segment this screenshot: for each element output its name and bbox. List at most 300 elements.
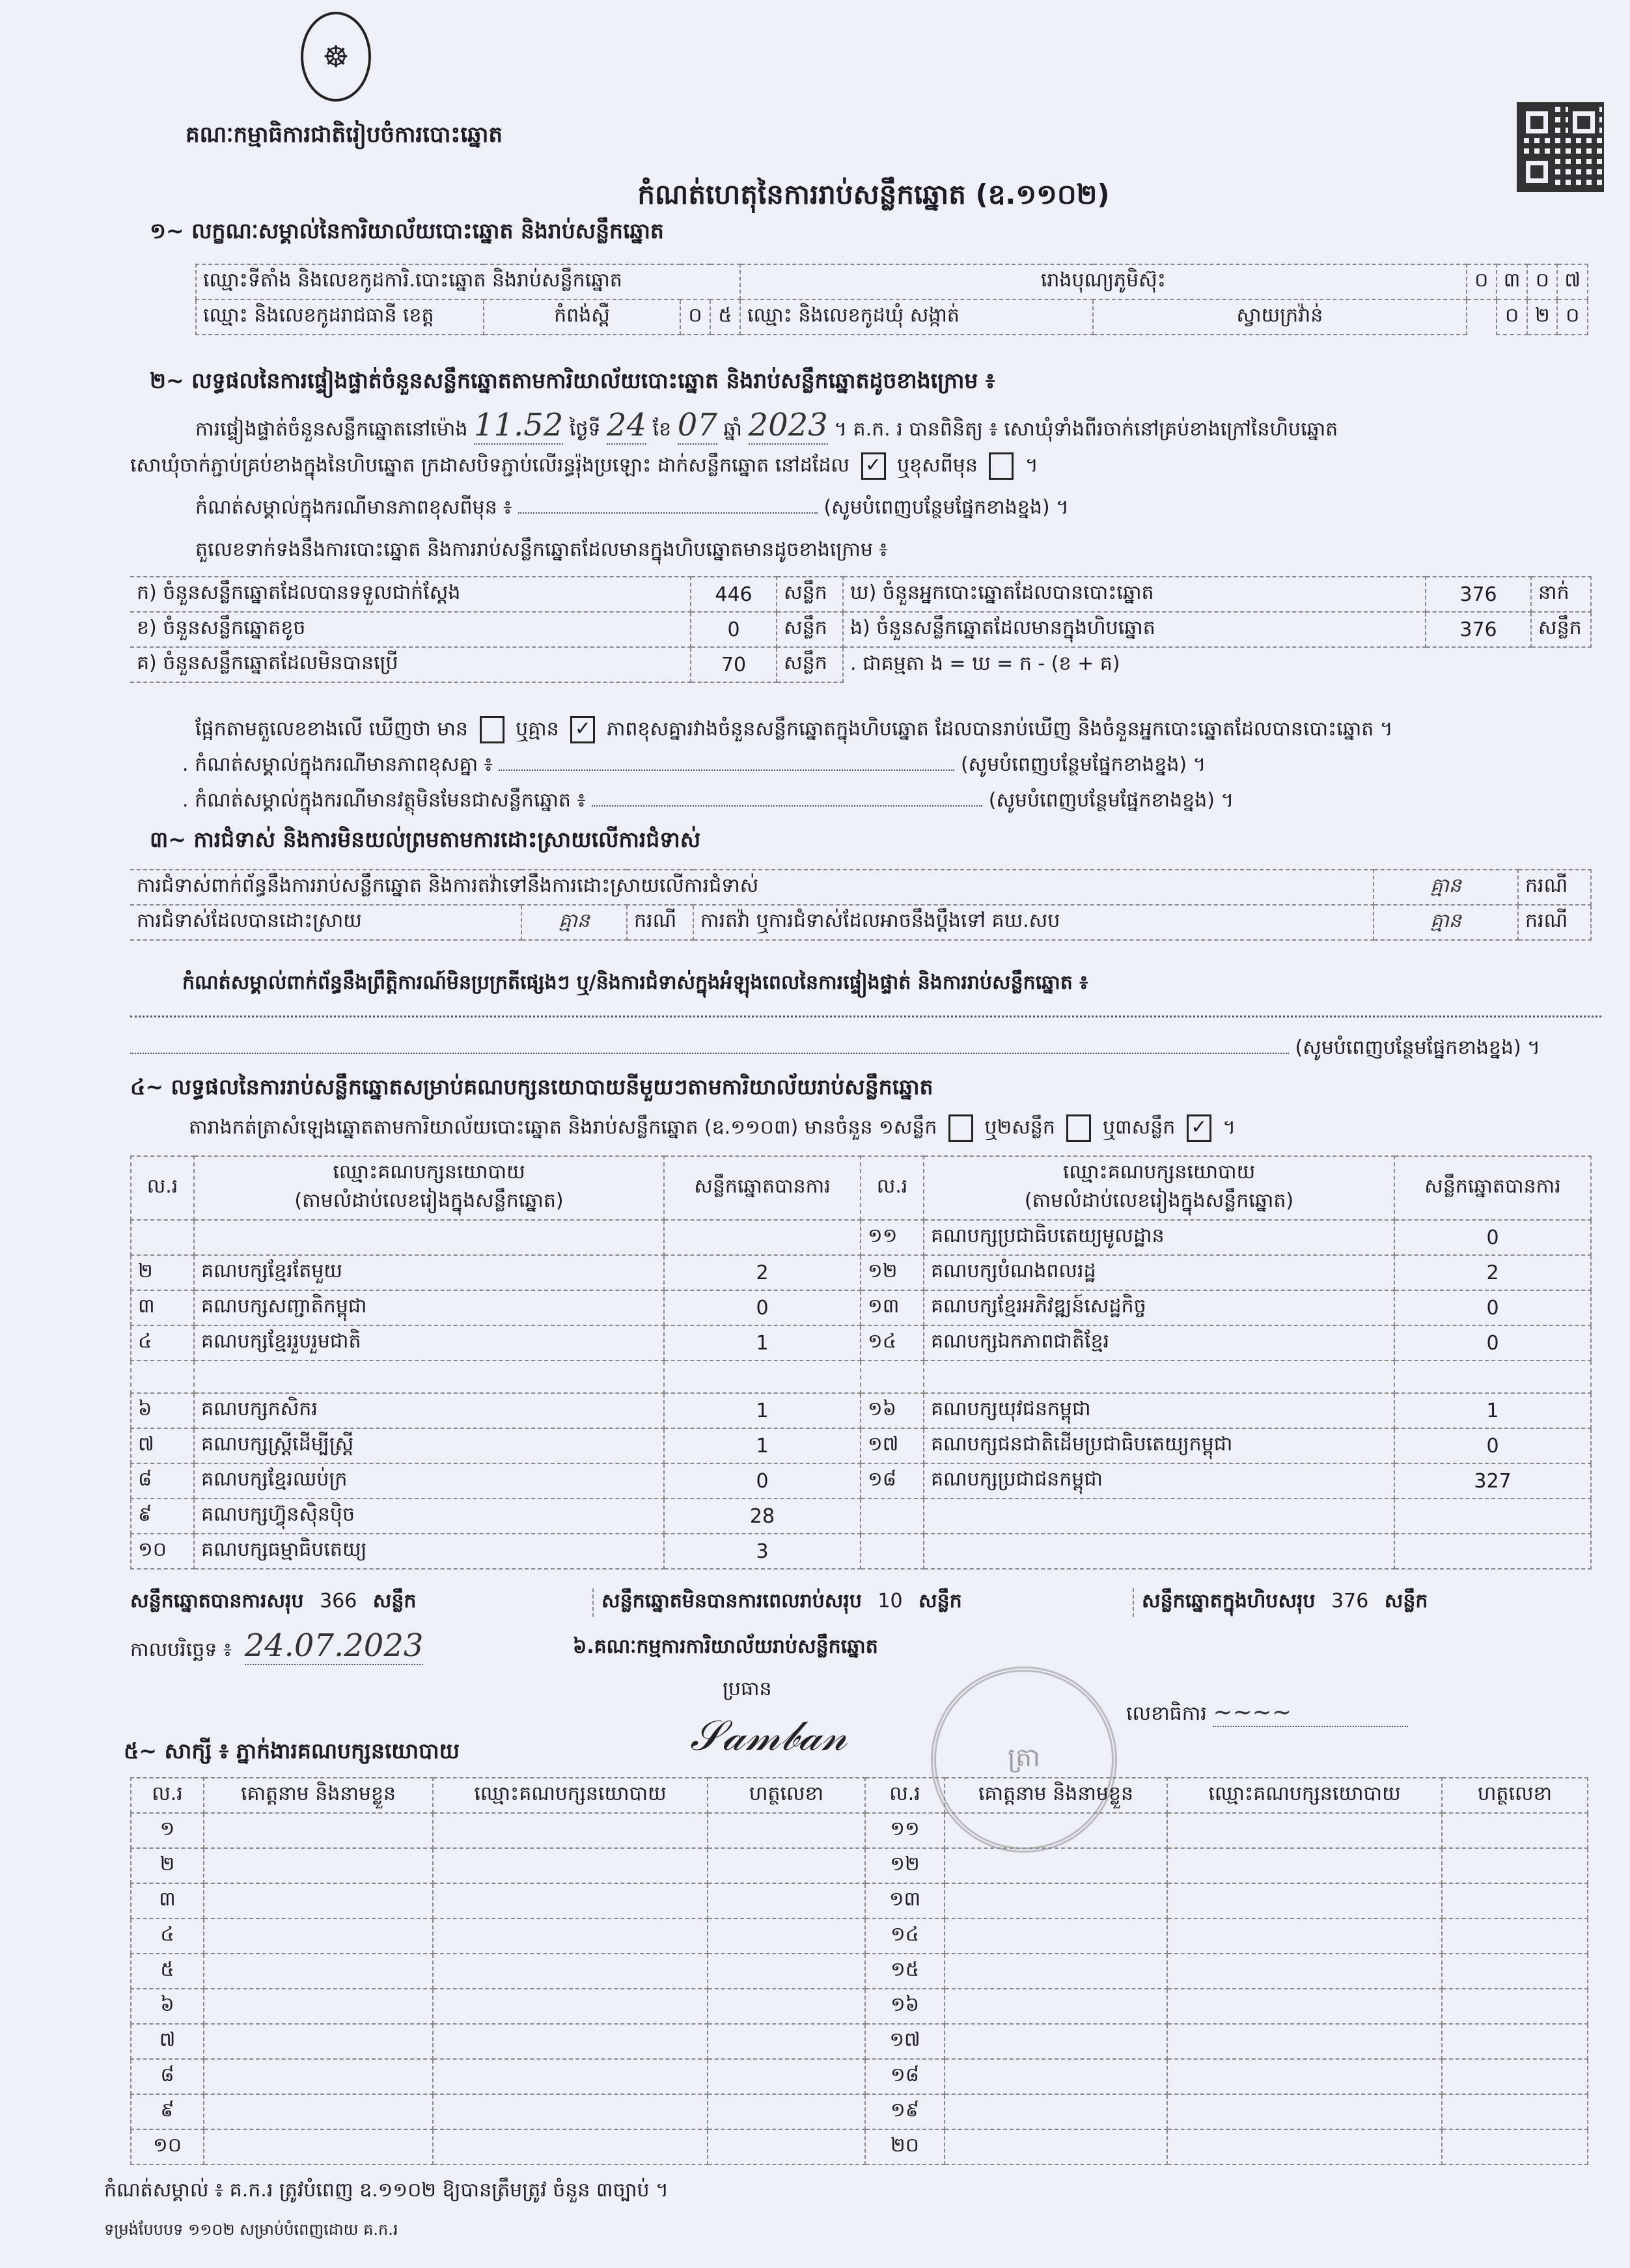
count-label: ឃ) ចំនួនអ្នកបោះឆ្នោតដែលបានបោះឆ្នោត [843, 577, 1426, 612]
witness-number: ៦ [131, 1989, 204, 2024]
witness-signature-field[interactable] [708, 2129, 865, 2164]
results-row [131, 1499, 1591, 1534]
witness-signature-field[interactable] [1442, 1813, 1588, 1848]
fill-hint: (សូមបំពេញបន្ថែមផ្នែកខាងខ្នង) ។ [960, 753, 1206, 776]
count-value: 376 [1426, 577, 1531, 612]
party-name: គណបក្សប្រជាធិបតេយ្យមូលដ្ឋាន [924, 1220, 1394, 1255]
party-name: គណបក្សហ៊្វុនស៊ិនប៉ិច [194, 1499, 664, 1534]
note-invalid-field[interactable] [592, 805, 982, 807]
witness-number: ២ [131, 1848, 204, 1883]
col-no-header: ល.រ [861, 1156, 924, 1220]
diff-note-label: កំណត់សម្គាល់ក្នុងករណីមានភាពខុសពីមុន ៖ [195, 496, 512, 519]
broken-label: ឬខុសពីមុន [897, 454, 978, 477]
witness-number: ២០ [865, 2129, 945, 2164]
witness-name-field[interactable] [945, 2094, 1167, 2129]
witness-number: ១២ [865, 1848, 945, 1883]
party-number: ៤ [131, 1325, 194, 1361]
no-diff-checkbox[interactable]: ✓ [570, 716, 595, 743]
witness-col-header: ឈ្មោះគណបក្សនយោបាយ [433, 1778, 708, 1813]
complaint-value[interactable]: គ្មាន [521, 905, 627, 940]
fill-hint: (សូមបំពេញបន្ថែមផ្នែកខាងខ្នង) ។ [823, 496, 1069, 519]
party-number: ៦ [131, 1393, 194, 1428]
witness-party-field[interactable] [1167, 1989, 1442, 2024]
witness-signature-field[interactable] [1442, 1883, 1588, 1918]
box-total [1133, 1588, 1428, 1617]
party-votes: 2 [1394, 1255, 1591, 1290]
secretary-line [1126, 1699, 1408, 1730]
station-label: ឈ្មោះទីតាំង និងលេខកូដការិ.បោះឆ្នោត និងរាប់សន្លឹកឆ្នោត [196, 264, 740, 299]
witness-signature-field[interactable] [1442, 1848, 1588, 1883]
count-value: 70 [691, 647, 777, 682]
verify-month-field[interactable]: 07 [677, 407, 717, 443]
stamp-label: ត្រា [1008, 1742, 1040, 1773]
witness-party-field[interactable] [1167, 2094, 1442, 2129]
complaint-value[interactable]: គ្មាន [1374, 905, 1518, 940]
witness-signature-field[interactable] [1442, 2024, 1588, 2059]
box-total-label: សន្លឹកឆ្នោតក្នុងហិបសរុប [1142, 1590, 1316, 1612]
results-row [131, 1255, 1591, 1290]
results-row [131, 1361, 1591, 1393]
party-number: ៣ [131, 1290, 194, 1325]
note-diff-label: . កំណត់សម្គាល់ក្នុងករណីមានភាពខុសគ្នា ៖ [182, 753, 493, 776]
party-name: គណបក្សខ្មែរតែមួយ [194, 1255, 664, 1290]
witness-party-field[interactable] [433, 2129, 708, 2164]
col-no-header: ល.រ [131, 1156, 194, 1220]
witness-party-field[interactable] [433, 1848, 708, 1883]
witness-party-field[interactable] [1167, 1813, 1442, 1848]
has-diff-checkbox[interactable] [480, 716, 504, 743]
witness-party-field[interactable] [1167, 1954, 1442, 1989]
results-row [131, 1463, 1591, 1499]
witness-signature-field[interactable] [1442, 1954, 1588, 1989]
province-code-digit: ៥ [710, 299, 740, 335]
results-row [131, 1220, 1591, 1255]
witness-signature-field[interactable] [708, 2024, 865, 2059]
party-votes [1394, 1361, 1591, 1393]
results-row [131, 1325, 1591, 1361]
box-total-value: 376 [1331, 1590, 1369, 1612]
witness-signature-field[interactable] [708, 1954, 865, 1989]
verify-year-field[interactable]: 2023 [748, 407, 828, 443]
party-name: គណបក្សជនជាតិដើមប្រជាធិបតេយ្យកម្ពុជា [924, 1428, 1394, 1463]
party-votes: 3 [664, 1534, 861, 1569]
party-number: ១៧ [861, 1428, 924, 1463]
witness-col-header: គោត្តនាម និងនាមខ្លួន [945, 1778, 1167, 1813]
witness-party-field[interactable] [433, 2059, 708, 2094]
one-sheet-checkbox[interactable] [948, 1114, 973, 1142]
witness-number: ៤ [131, 1918, 204, 1954]
invalid-total [592, 1588, 962, 1617]
verify-prefix: ការផ្ទៀងផ្ទាត់ចំនួនសន្លឹកឆ្នោតនៅម៉ោង [195, 418, 468, 441]
witness-name-field[interactable] [204, 1848, 433, 1883]
location-row [196, 299, 1588, 335]
party-votes: 1 [1394, 1393, 1591, 1428]
compare-none-label: ឬគ្មាន [516, 717, 559, 741]
col-party-sub: (តាមលំដាប់លេខរៀងក្នុងសន្លឹកឆ្នោត) [294, 1189, 564, 1212]
section4-heading: ៤~ លទ្ធផលនៃការរាប់សន្លឹកឆ្នោតសម្រាប់គណបក្សនយោបាយនីមួយៗតាមការិយាល័យរាប់សន្លឹកឆ្នោត [130, 1074, 933, 1099]
party-votes [664, 1361, 861, 1393]
witness-name-field[interactable] [945, 1989, 1167, 2024]
count-unit: សន្លឹក [777, 577, 843, 612]
three-sheets-label: ឬ៣សន្លឹក [1102, 1116, 1176, 1139]
witness-signature-field[interactable] [708, 2059, 865, 2094]
party-number [861, 1499, 924, 1534]
year-label: ឆ្នាំ [723, 418, 742, 441]
col-party-title: ឈ្មោះគណបក្សនយោបាយ [333, 1161, 525, 1183]
seal-text: សោឃុំចាក់ភ្ជាប់គ្រប់ខាងក្នុងនៃហិបឆ្នោត ក្រដាសបិទភ្ជាប់លើរន្ធរ៉ុងប្រឡោះ ដាក់សន្លឹកឆ្នោត នៅដដែល [130, 454, 850, 477]
witness-number: ៣ [131, 1883, 204, 1918]
party-votes: 28 [664, 1499, 861, 1534]
witness-number: ៧ [131, 2024, 204, 2059]
party-number: ៨ [131, 1463, 194, 1499]
party-name [924, 1361, 1394, 1393]
col-party-title: ឈ្មោះគណបក្សនយោបាយ [1062, 1161, 1256, 1183]
col-votes-header: សន្លឹកឆ្នោតបានការ [664, 1156, 861, 1220]
fill-hint: (សូមបំពេញបន្ថែមផ្នែកខាងខ្នង) ។ [1295, 1036, 1540, 1059]
col-party-header [924, 1156, 1394, 1220]
witness-table [130, 1777, 1588, 2165]
sheet-count-line: តារាងកត់ត្រាសំឡេងឆ្នោតតាមការិយាល័យបោះឆ្នោត និងរាប់សន្លឹកឆ្នោត (ឧ.១១០៣) មានចំនួន ១សន្លឹក ឬ២សន្លឹក ឬ៣សន្លឹក ✓ ។ [189, 1114, 1236, 1144]
count-value: 376 [1426, 612, 1531, 647]
witness-col-header: គោត្តនាម និងនាមខ្លួន [204, 1778, 433, 1813]
witness-name-field[interactable] [945, 1813, 1167, 1848]
witness-name-field[interactable] [204, 1954, 433, 1989]
witness-row [131, 1954, 1588, 1989]
party-number: ៧ [131, 1428, 194, 1463]
witness-row [131, 1813, 1588, 1848]
party-number: ១២ [861, 1255, 924, 1290]
witness-signature-field[interactable] [708, 1848, 865, 1883]
col-party-header [194, 1156, 664, 1220]
section3-heading: ៣~ ការជំទាស់ និងការមិនយល់ព្រមតាមការដោះស្រាយលើការជំទាស់ [150, 827, 701, 852]
party-results-table [130, 1155, 1592, 1570]
party-votes: 327 [1394, 1463, 1591, 1499]
witness-signature-field[interactable] [1442, 2094, 1588, 2129]
witness-party-field[interactable] [433, 1813, 708, 1848]
party-name: គណបក្សយុវជនកម្ពុជា [924, 1393, 1394, 1428]
party-votes: 0 [1394, 1325, 1591, 1361]
witness-number: ១៤ [865, 1918, 945, 1954]
count-row-c [130, 647, 1591, 682]
witness-number: ១៣ [865, 1883, 945, 1918]
count-unit: សន្លឹក [1531, 612, 1591, 647]
witness-party-field[interactable] [433, 1954, 708, 1989]
count-unit: នាក់ [1531, 577, 1591, 612]
witness-header-row [131, 1778, 1588, 1813]
complaint-row-1 [130, 870, 1591, 905]
party-number [131, 1220, 194, 1255]
valid-total-label: សន្លឹកឆ្នោតបានការសរុប [130, 1590, 304, 1612]
witness-col-header: ឈ្មោះគណបក្សនយោបាយ [1167, 1778, 1442, 1813]
complaint-label: ការជំទាស់ពាក់ព័ន្ធនឹងការរាប់សន្លឹកឆ្នោត និងការតវ៉ាទៅនឹងការដោះស្រាយលើការជំទាស់ [130, 870, 1374, 905]
witness-party-field[interactable] [1167, 1883, 1442, 1918]
note-diff-line [182, 752, 1206, 781]
formula: . ជាគម្មតា ង = ឃ = ក - (ខ + គ) [850, 652, 1120, 675]
count-label: ក) ចំនួនសន្លឹកឆ្នោតដែលបានទទួលជាក់ស្តែង [130, 577, 691, 612]
witness-signature-field[interactable] [708, 1813, 865, 1848]
fill-hint: (សូមបំពេញបន្ថែមផ្នែកខាងខ្នង) ។ [988, 789, 1234, 812]
party-number: ២ [131, 1255, 194, 1290]
province-name: កំពង់ស្ពឺ [484, 299, 680, 335]
results-header-row [131, 1156, 1591, 1220]
day-label: ថ្ងៃទី [569, 418, 601, 441]
valid-total-unit: សន្លឹក [372, 1590, 417, 1612]
witness-number: ៨ [131, 2059, 204, 2094]
diff-note-field[interactable] [518, 512, 818, 514]
party-votes: 2 [664, 1255, 861, 1290]
party-number: ១១ [861, 1220, 924, 1255]
footer-note: កំណត់សម្គាល់ ៖ គ.ក.រ ត្រូវបំពេញ ឧ.១១០២ ឱ្យបានត្រឹមត្រូវ ចំនួន ៣ច្បាប់ ។ [104, 2179, 669, 2202]
party-votes: 1 [664, 1428, 861, 1463]
party-number: ១៣ [861, 1290, 924, 1325]
witness-name-field[interactable] [945, 1918, 1167, 1954]
section3-note: កំណត់សម្គាល់ពាក់ព័ន្ធនឹងព្រឹត្តិការណ៍មិនប្រក្រតីផ្សេងៗ ឬ/និងការជំទាស់ក្នុងអំឡុងពេលនៃការផ្ទៀងផ្ទាត់ និងការរាប់សន្លឹកឆ្នោត ៖ [182, 971, 1088, 994]
party-number: ៩ [131, 1499, 194, 1534]
commune-name: ស្វាយក្រវ៉ាន់ [1093, 299, 1467, 335]
committee-label: ៦.គណៈកម្មការការិយាល័យរាប់សន្លឹកឆ្នោត [573, 1635, 878, 1658]
witness-number: ១៩ [865, 2094, 945, 2129]
note-invalid-line [182, 788, 1234, 816]
witness-name-field[interactable] [204, 1813, 433, 1848]
witness-signature-field[interactable] [708, 1918, 865, 1954]
party-votes: 0 [1394, 1220, 1591, 1255]
party-name: គណបក្សបំណងពលរដ្ឋ [924, 1255, 1394, 1290]
party-votes: 0 [664, 1290, 861, 1325]
date-line [130, 1627, 423, 1666]
box-total-unit: សន្លឹក [1384, 1590, 1428, 1612]
witness-party-field[interactable] [1167, 1848, 1442, 1883]
section2-heading: ២~ លទ្ធផលនៃការផ្ទៀងផ្ទាត់ចំនួនសន្លឹកឆ្នោតតាមការិយាល័យបោះឆ្នោត និងរាប់សន្លឹកឆ្នោតដូចខាងក្រោម ៖ [150, 368, 995, 393]
party-name: គណបក្សធម្មាធិបតេយ្យ [194, 1534, 664, 1569]
witness-name-field[interactable] [204, 1883, 433, 1918]
verify-time-field[interactable]: 11.52 [473, 407, 564, 443]
results-row [131, 1534, 1591, 1569]
count-row-b [130, 612, 1591, 647]
party-name: គណបក្សប្រជាជនកម្ពុជា [924, 1463, 1394, 1499]
page-title: កំណត់ហេតុនៃការរាប់សន្លឹកឆ្នោត (ឧ.១១០២) [637, 178, 1110, 210]
section5-heading: ៥~ សាក្សី ៖ ភ្នាក់ងារគណបក្សនយោបាយ [124, 1738, 460, 1763]
witness-party-field[interactable] [1167, 1918, 1442, 1954]
section3-note-field[interactable] [130, 1016, 1601, 1017]
witness-row [131, 1989, 1588, 2024]
party-votes: 0 [1394, 1428, 1591, 1463]
complaints-table [130, 869, 1592, 941]
witness-row [131, 1848, 1588, 1883]
witness-number: ១ [131, 1813, 204, 1848]
compare-line [195, 716, 1393, 745]
witness-signature-field[interactable] [1442, 2059, 1588, 2094]
witness-col-header: ហត្ថលេខា [708, 1778, 865, 1813]
witness-party-field[interactable] [1167, 2129, 1442, 2164]
party-name: គណបក្សកសិករ [194, 1393, 664, 1428]
witness-row [131, 2059, 1588, 2094]
witness-party-field[interactable] [433, 1883, 708, 1918]
party-votes: 1 [664, 1393, 861, 1428]
witness-col-header: ល.រ [131, 1778, 204, 1813]
compare-suffix: ភាពខុសគ្នារវាងចំនួនសន្លឹកឆ្នោតក្នុងហិបឆ្នោត ដែលបានរាប់ឃើញ និងចំនួនអ្នកបោះឆ្នោតដែលបានបោះឆ្នោត ។ [606, 717, 1393, 741]
station-row [196, 264, 1588, 299]
witness-number: ១៨ [865, 2059, 945, 2094]
witness-name-field[interactable] [945, 2059, 1167, 2094]
date-field[interactable]: 24.07.2023 [244, 1627, 424, 1664]
col-party-sub: (តាមលំដាប់លេខរៀងក្នុងសន្លឹកឆ្នោត) [1024, 1189, 1294, 1212]
province-code-digit: ០ [680, 299, 710, 335]
count-value: 446 [691, 577, 777, 612]
witness-number: ១៥ [865, 1954, 945, 1989]
witness-party-field[interactable] [433, 2024, 708, 2059]
valid-total [130, 1588, 416, 1617]
counts-table [130, 576, 1592, 683]
station-code-digit: ០ [1527, 264, 1557, 299]
verify-suffix: ។ គ.ក. រ បានពិនិត្យ ៖ សោឃុំទាំងពីរចាក់នៅគ្រប់ខាងក្រៅនៃហិបឆ្នោត [834, 418, 1338, 441]
party-name [194, 1361, 664, 1393]
party-number [861, 1534, 924, 1569]
results-row [131, 1393, 1591, 1428]
witness-number: ១១ [865, 1813, 945, 1848]
witness-signature-field[interactable] [708, 1883, 865, 1918]
secretary-signature[interactable]: ~~~~ [1213, 1699, 1408, 1727]
compare-prefix: ផ្អែកតាមតួលេខខាងលើ ឃើញថា មាន [195, 717, 468, 741]
sheet-line-text: តារាងកត់ត្រាសំឡេងឆ្នោតតាមការិយាល័យបោះឆ្នោត និងរាប់សន្លឹកឆ្នោត (ឧ.១១០៣) មានចំនួន ១សន្លឹក [189, 1116, 937, 1139]
complaint-row-2 [130, 905, 1591, 940]
station-code-digit: ០ [1467, 264, 1497, 299]
party-number: ១៨ [861, 1463, 924, 1499]
three-sheets-checkbox[interactable]: ✓ [1187, 1114, 1211, 1142]
results-row [131, 1290, 1591, 1325]
verify-line [195, 407, 1338, 445]
verify-day-field[interactable]: 24 [607, 407, 647, 443]
witness-row [131, 2024, 1588, 2059]
witness-col-header: ល.រ [865, 1778, 945, 1813]
col-votes-header: សន្លឹកឆ្នោតបានការ [1394, 1156, 1591, 1220]
witness-number: ៩ [131, 2094, 204, 2129]
witness-number: ៥ [131, 1954, 204, 1989]
party-number: ១៤ [861, 1325, 924, 1361]
count-unit: សន្លឹក [777, 647, 843, 682]
polling-station-table [195, 264, 1588, 335]
witness-row [131, 1918, 1588, 1954]
witness-name-field[interactable] [945, 1883, 1167, 1918]
station-name: រោងបុណ្យភូមិស៊ុះ [740, 264, 1467, 299]
organization-name: គណៈកម្មាធិការជាតិរៀបចំការបោះឆ្នោត [186, 122, 503, 148]
party-name: គណបក្សសញ្ជាតិកម្ពុជា [194, 1290, 664, 1325]
valid-total-value: 366 [320, 1590, 357, 1612]
party-name: គណបក្សខ្មែរអភិវឌ្ឍន៍សេដ្ឋកិច្ច [924, 1290, 1394, 1325]
complaint-unit: ករណី [1518, 905, 1591, 940]
witness-party-field[interactable] [433, 1918, 708, 1954]
complaint-appeal-label: ការតវ៉ា ឬការជំទាស់ដែលអាចនឹងប្តឹងទៅ គឃ.សប [693, 905, 1374, 940]
witness-name-field[interactable] [945, 2024, 1167, 2059]
party-name: គណបក្សខ្មែររួបរួមជាតិ [194, 1325, 664, 1361]
complaint-value[interactable]: គ្មាន [1374, 870, 1518, 905]
party-name: គណបក្សស្ត្រីដើម្បីស្ត្រី [194, 1428, 664, 1463]
witness-number: ១៦ [865, 1989, 945, 2024]
witness-party-field[interactable] [1167, 2059, 1442, 2094]
witness-party-field[interactable] [433, 1989, 708, 2024]
party-name: គណបក្សឯកភាពជាតិខ្មែរ [924, 1325, 1394, 1361]
commune-code-digit: ០ [1557, 299, 1588, 335]
witness-signature-field[interactable] [1442, 1989, 1588, 2024]
commune-code-digit: ០ [1497, 299, 1528, 335]
party-votes: 0 [1394, 1290, 1591, 1325]
two-sheets-checkbox[interactable] [1066, 1114, 1091, 1142]
party-votes: 0 [664, 1463, 861, 1499]
complaint-unit: ករណី [627, 905, 693, 940]
party-name: គណបក្សខ្មែរឈប់ក្រ [194, 1463, 664, 1499]
witness-name-field[interactable] [945, 1954, 1167, 1989]
witness-signature-field[interactable] [1442, 2129, 1588, 2164]
date-label: កាលបរិច្ឆេទ ៖ [130, 1639, 232, 1661]
month-label: ខែ [652, 418, 672, 441]
witness-party-field[interactable] [1167, 2024, 1442, 2059]
party-number: ១០ [131, 1534, 194, 1569]
witness-name-field[interactable] [945, 2129, 1167, 2164]
invalid-total-value: 10 [877, 1590, 903, 1612]
chair-label: ប្រធាន [723, 1678, 772, 1700]
complaint-label: ការជំទាស់ដែលបានដោះស្រាយ [130, 905, 521, 940]
witness-name-field[interactable] [204, 2129, 433, 2164]
two-sheets-label: ឬ២សន្លឹក [984, 1116, 1055, 1139]
witness-name-field[interactable] [204, 1918, 433, 1954]
witness-name-field[interactable] [204, 2094, 433, 2129]
count-value: 0 [691, 612, 777, 647]
counts-intro: តួលេខទាក់ទងនឹងការបោះឆ្នោត និងការរាប់សន្លឹកឆ្នោតដែលមានក្នុងហិបឆ្នោតមានដូចខាងក្រោម ៖ [195, 538, 888, 561]
nec-emblem-icon: ☸ [301, 12, 371, 102]
party-votes [664, 1220, 861, 1255]
count-label: គ) ចំនួនសន្លឹកឆ្នោតដែលមិនបានប្រើ [130, 647, 691, 682]
form-line: ទម្រង់បែបបទ ១១០២ សម្រាប់បំពេញដោយ គ.ក.រ [104, 2220, 398, 2239]
party-votes [1394, 1499, 1591, 1534]
witness-signature-field[interactable] [708, 2094, 865, 2129]
note-diff-field[interactable] [499, 769, 954, 771]
witness-name-field[interactable] [945, 1848, 1167, 1883]
signature-icon: 𝒮𝒶𝓂𝒷𝒶𝓃 [690, 1712, 848, 1760]
count-label: ខ) ចំនួនសន្លឹកឆ្នោតខូច [130, 612, 691, 647]
station-code-digit: ៣ [1497, 264, 1528, 299]
witness-signature-field[interactable] [708, 1989, 865, 2024]
invalid-total-label: សន្លឹកឆ្នោតមិនបានការពេលរាប់សរុប [601, 1590, 862, 1612]
commune-code-digit: ២ [1527, 299, 1557, 335]
party-name [194, 1220, 664, 1255]
diff-note-line [195, 495, 1069, 523]
broken-checkbox[interactable] [989, 452, 1014, 480]
witness-number: ១៧ [865, 2024, 945, 2059]
intact-checkbox[interactable]: ✓ [861, 452, 886, 480]
party-name [924, 1534, 1394, 1569]
party-number [861, 1361, 924, 1393]
witness-name-field[interactable] [204, 2024, 433, 2059]
party-number: ១៦ [861, 1393, 924, 1428]
witness-row [131, 2129, 1588, 2164]
section3-note-field-2[interactable] [130, 1035, 1540, 1064]
province-label: ឈ្មោះ និងលេខកូដរាជធានី ខេត្ត [196, 299, 484, 335]
witness-row [131, 2094, 1588, 2129]
party-votes: 1 [664, 1325, 861, 1361]
station-code-digit: ៧ [1557, 264, 1588, 299]
commune-label: ឈ្មោះ និងលេខកូដឃុំ សង្កាត់ [740, 299, 1093, 335]
note-invalid-label: . កំណត់សម្គាល់ក្នុងករណីមានវត្ថុមិនមែនជាសន្លឹកឆ្នោត ៖ [182, 789, 586, 812]
secretary-label: លេខាធិការ [1126, 1702, 1207, 1725]
complaint-unit: ករណី [1518, 870, 1591, 905]
witness-number: ១០ [131, 2129, 204, 2164]
witness-col-header: ហត្ថលេខា [1442, 1778, 1588, 1813]
witness-name-field[interactable] [204, 2059, 433, 2094]
witness-name-field[interactable] [204, 1989, 433, 2024]
witness-signature-field[interactable] [1442, 1918, 1588, 1954]
count-row-a [130, 577, 1591, 612]
witness-party-field[interactable] [433, 2094, 708, 2129]
party-number [131, 1361, 194, 1393]
